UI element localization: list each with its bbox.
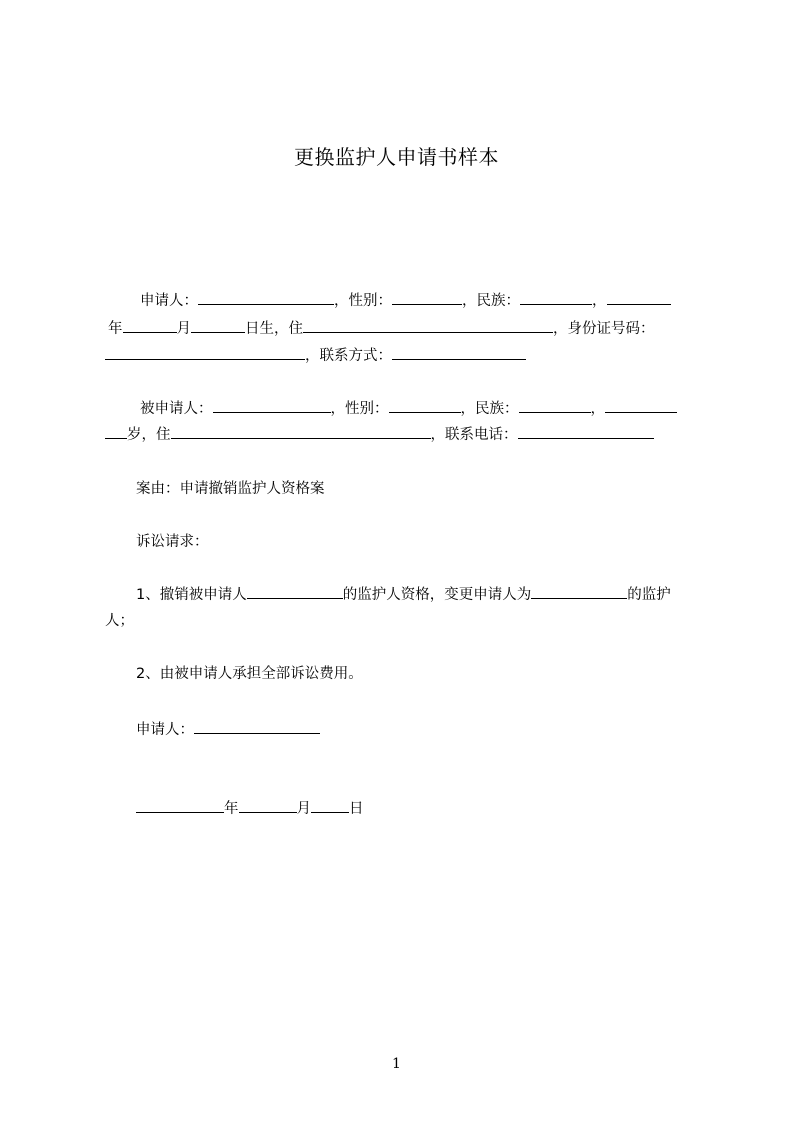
page-number: 1 <box>392 1056 401 1072</box>
applicant-month-label: 月 <box>176 321 191 337</box>
claims-heading: 诉讼请求： <box>136 534 209 550</box>
applicant-birth-year-blank <box>607 290 671 305</box>
date-line <box>136 798 364 819</box>
applicant-contact-blank <box>392 345 526 360</box>
respondent-ethnicity-label: ，民族： <box>460 401 519 417</box>
signature-line <box>136 719 320 740</box>
applicant-gender-label: ，性别： <box>334 293 392 309</box>
applicant-name-blank <box>198 290 334 305</box>
respondent-age-blank-start <box>605 398 677 413</box>
claim-1-part-2: 的监护人资格，变更申请人为 <box>342 587 532 603</box>
claim-1-line-1 <box>136 584 671 605</box>
applicant-id-label: ，身份证号码： <box>553 321 655 337</box>
applicant-id-blank <box>105 345 305 360</box>
respondent-line-2 <box>105 424 654 445</box>
respondent-phone-blank <box>518 424 654 439</box>
document-title: 更换监护人申请书样本 <box>294 145 499 169</box>
applicant-line-2 <box>108 318 655 339</box>
claim-2: 2、由被申请人承担全部诉讼费用。 <box>136 666 363 682</box>
applicant-ethnicity-label: ，民族： <box>462 293 520 309</box>
date-year-label: 年 <box>224 801 239 817</box>
date-day-blank <box>311 798 349 813</box>
applicant-ethnicity-blank <box>520 290 592 305</box>
claim-1-line-2: 人； <box>105 613 134 629</box>
respondent-line-1 <box>140 398 677 419</box>
signature-label: 申请人： <box>136 722 194 738</box>
applicant-gender-blank <box>392 290 462 305</box>
applicant-label: 申请人： <box>140 293 198 309</box>
respondent-label: 被申请人： <box>140 401 213 417</box>
applicant-birth-month-blank <box>123 318 177 333</box>
respondent-gender-blank <box>389 398 461 413</box>
signature-blank <box>194 719 320 734</box>
applicant-comma: ， <box>592 293 607 309</box>
date-month-label: 月 <box>296 801 311 817</box>
date-month-blank <box>239 798 297 813</box>
date-year-blank <box>136 798 224 813</box>
applicant-address-blank <box>303 318 553 333</box>
respondent-ethnicity-blank <box>519 398 591 413</box>
respondent-age-blank-end <box>105 424 127 439</box>
claim-1-respondent-blank <box>247 584 343 599</box>
claim-1-part-1: 1、撤销被申请人 <box>136 587 247 603</box>
respondent-gender-label: ，性别： <box>330 401 389 417</box>
claim-1-part-3: 的监护 <box>627 587 671 603</box>
applicant-birth-label: 日生，住 <box>245 321 303 337</box>
applicant-line-1 <box>140 290 671 311</box>
date-day-label: 日 <box>349 801 364 817</box>
respondent-name-blank <box>213 398 331 413</box>
applicant-line-3 <box>105 345 526 366</box>
case-reason: 案由：申请撤销监护人资格案 <box>136 481 325 497</box>
respondent-phone-label: ，联系电话： <box>430 427 518 443</box>
respondent-address-blank <box>171 424 431 439</box>
applicant-birth-day-blank <box>191 318 245 333</box>
applicant-contact-label: ，联系方式： <box>305 348 392 364</box>
respondent-comma: ， <box>590 401 605 417</box>
claim-1-applicant-blank <box>531 584 627 599</box>
respondent-age-label: 岁，住 <box>127 427 171 443</box>
applicant-year-label: 年 <box>108 321 123 337</box>
